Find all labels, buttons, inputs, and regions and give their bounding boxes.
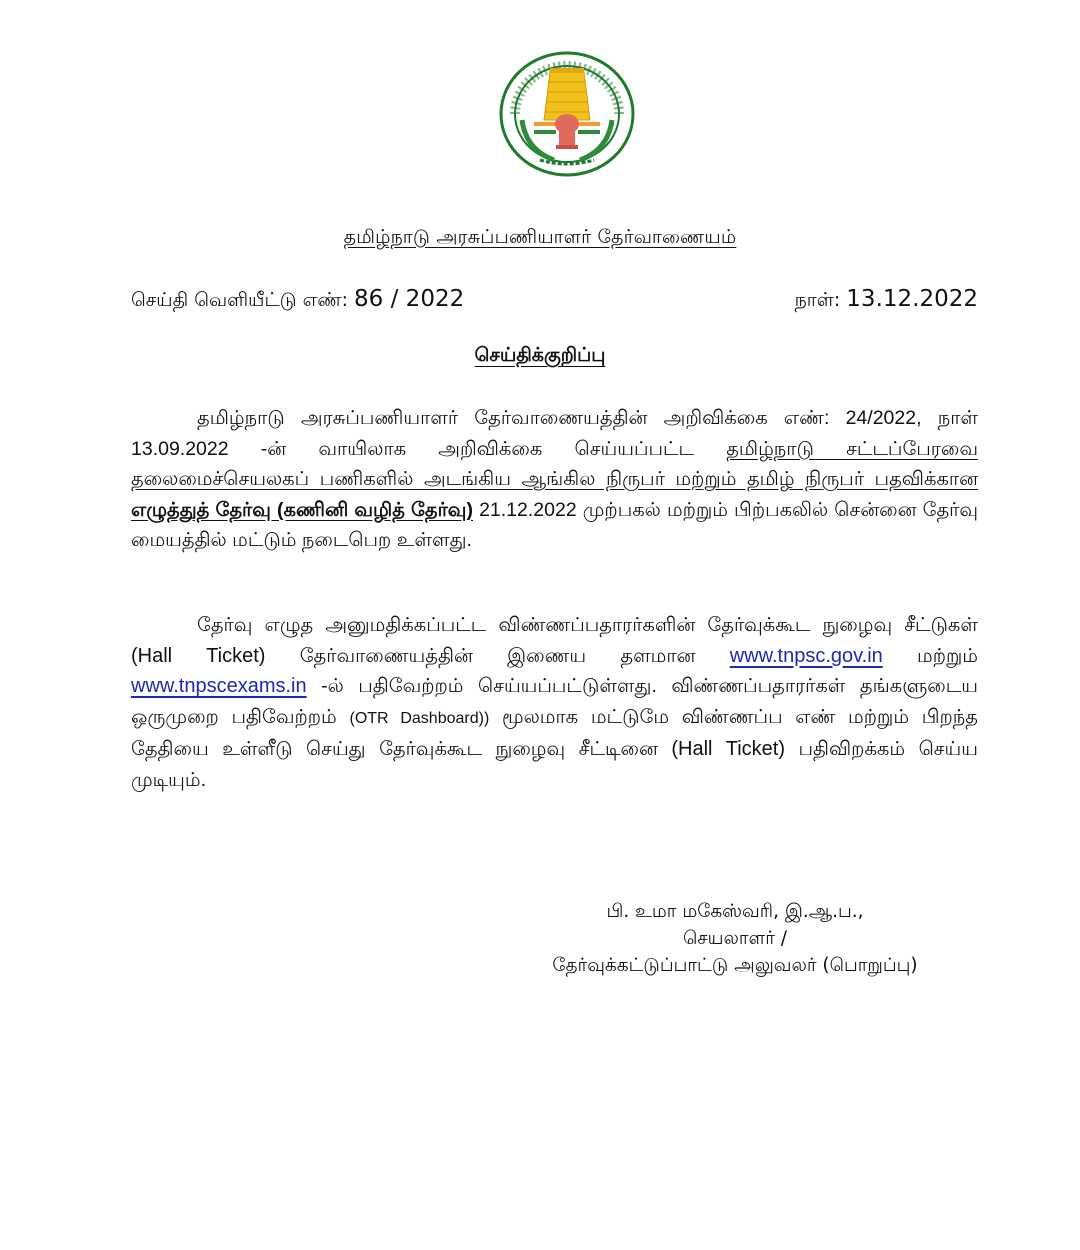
para2-text-1: தேர்வு எழுத அனுமதிக்கப்பட்ட விண்ணப்பதாரர்களின் தேர்வுக்கூட நுழைவு சீட்டுகள் — [197, 614, 978, 636]
para2-text-5: மூலமாக மட்டுமே விண்ணப்ப எண் மற்றும் பிறந்த தேதியை உள்ளீடு செய்து தேர்வுக்கூட நுழைவு சீட்டினை — [131, 705, 979, 760]
para2-text-3: மற்றும் — [882, 644, 978, 667]
para1-text-1: தமிழ்நாடு அரசுப்பணியாளர் தேர்வாணையத்தின் அறிவிக்கை எண்: 24/2022, நாள் 13.09.2022 -ன் வாயிலாக அறிவிக்கை செய்யப்பட்ட — [131, 407, 978, 460]
date-label: நாள்: — [794, 289, 841, 311]
subject-heading: செய்திக்குறிப்பு — [474, 344, 606, 366]
organisation-title: தமிழ்நாடு அரசுப்பணியாளர் தேர்வாணையம் — [343, 226, 737, 248]
signatory-designation-1: செயலாளர் / — [683, 928, 787, 949]
para1-text-2: 21.12.2022 முற்பகல் மற்றும் பிற்பகலில் சென்னை தேர்வு மையத்தில் மட்டும் நடைபெற உள்ளது. — [131, 498, 978, 551]
paragraph-exam-notice — [131, 403, 978, 556]
tnpscexams-website-link[interactable]: www.tnpscexams.in — [131, 675, 307, 697]
release-number-value: 86 / 2022 — [354, 286, 465, 312]
paragraph-hall-ticket — [131, 610, 978, 795]
reference-row — [131, 286, 978, 320]
date-block — [795, 286, 978, 314]
signatory-name: பி. உமா மகேஸ்வரி, இ.ஆ.ப., — [606, 901, 864, 922]
otr-dashboard-text: (OTR Dashboard)) — [349, 709, 490, 727]
hall-ticket-text-2: (Hall Ticket) — [671, 738, 786, 760]
para1-post-details: தமிழ்நாடு சட்டப்பேரவை தலைமைச்செயலகப் பணிகளில் அடங்கிய ஆங்கில நிருபர் மற்றும் தமிழ் நிருபர் பதவிக்கான — [131, 437, 978, 490]
para2-text-2: தேர்வாணையத்தின் இணைய தளமான — [265, 644, 730, 667]
signatory-designation-2: தேர்வுக்கட்டுப்பாட்டு அலுவலர் (பொறுப்பு) — [552, 955, 918, 976]
release-number-label: செய்தி வெளியீட்டு எண்: — [131, 289, 348, 311]
para2-text-4: -ல் பதிவேற்றம் செய்யப்பட்டுள்ளது. விண்ணப்பதாரர்கள் தங்களுடைய ஒருமுறை பதிவேற்றம் — [131, 675, 978, 728]
signature-block — [480, 898, 990, 979]
tamil-nadu-emblem-logo — [498, 50, 636, 178]
tn-emblem-icon — [498, 50, 636, 178]
para1-exam-type: எழுத்துத் தேர்வு (கணினி வழித் தேர்வு) — [131, 498, 473, 521]
para2-text-6: பதிவிறக்கம் செய்ய முடியும். — [131, 738, 978, 791]
release-number-block — [131, 286, 464, 314]
date-value: 13.12.2022 — [846, 286, 978, 312]
hall-ticket-text-1: (Hall Ticket) — [131, 644, 266, 667]
tnpsc-website-link[interactable]: www.tnpsc.gov.in — [729, 644, 883, 667]
